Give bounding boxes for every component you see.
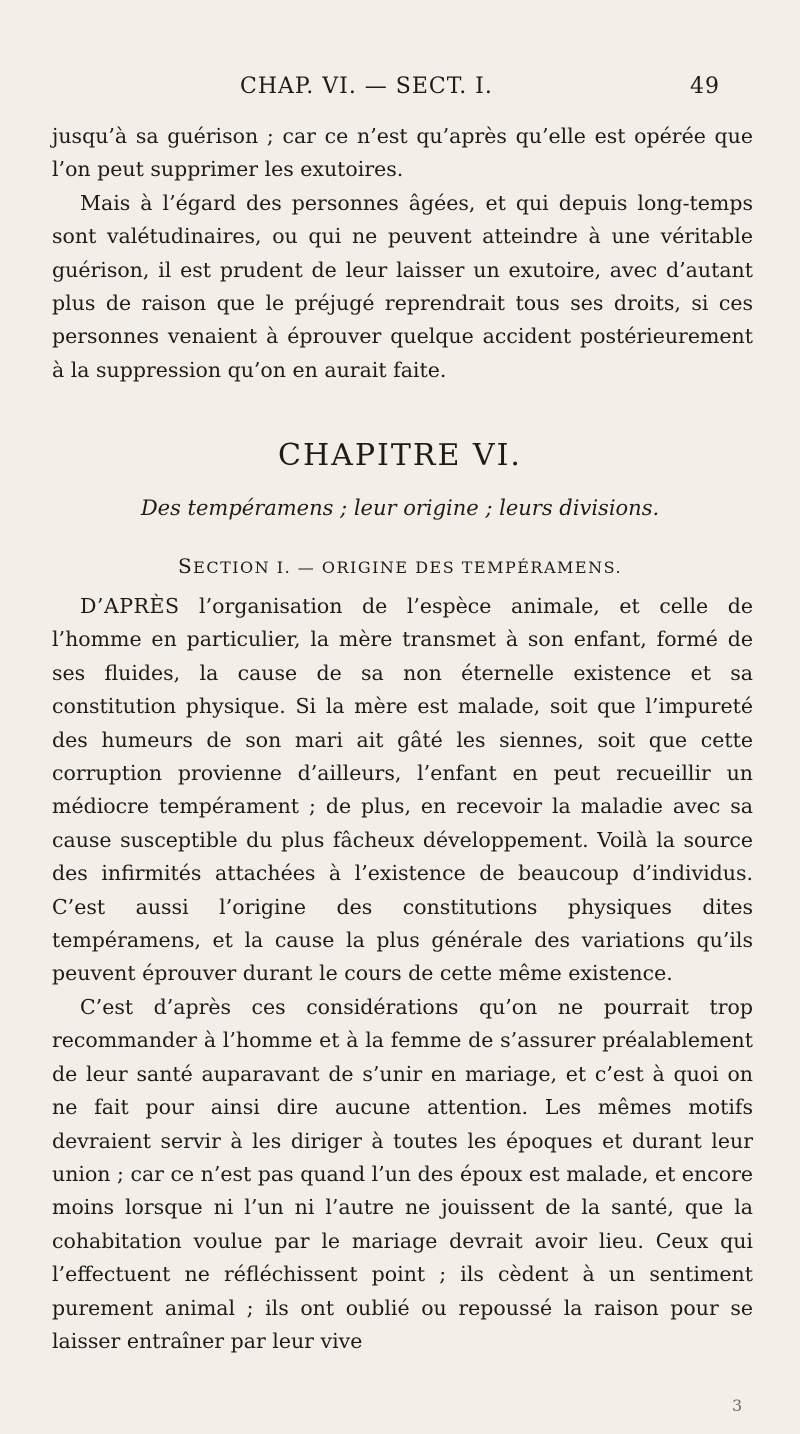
- running-head-text: CHAP. VI. — SECT. I.: [240, 74, 493, 99]
- lead-word: D’APRÈS: [80, 594, 180, 618]
- chapter-title: CHAPITRE VI.: [278, 438, 522, 473]
- continued-text: [52, 120, 753, 387]
- section-heading: [0, 554, 800, 578]
- paragraph-continuation: jusqu’à sa guérison ; car ce n’est qu’après qu’elle est opérée que l’on peut supprimer les exutoires.: [52, 124, 753, 182]
- chapter-subtitle: Des tempéramens ; leur origine ; leurs divisions.: [140, 496, 660, 520]
- section-heading-initial: S: [177, 554, 194, 578]
- paragraph-elderly: Mais à l’égard des personnes âgées, et qui depuis long-temps sont valétudinaires, ou qui ne peuvent atteindre à une véritable guérison, il est prudent de leur laisser un exutoire, avec d’autant plus de raison que le préjugé reprendrait tous ses droits, si ces personnes venaient à éprouver quelque accident postérieurement à la suppression qu’on en aurait faite.: [52, 190, 753, 382]
- main-text: [52, 590, 753, 1358]
- paragraph-origin: [52, 590, 753, 991]
- paragraph-origin-text: l’organisation de l’espèce animale, et celle de l’homme en particulier, la mère transmet à son enfant, formé de ses fluides, la cause de sa non éternelle existence et sa constitution physique. Si la mère est malade, soit que l’impureté des humeurs de son mari ait gâté les siennes, soit que cette corruption provienne d’ailleurs, l’enfant en peut recueillir un médiocre tempérament ; de plus, en recevoir la maladie avec sa cause susceptible du plus fâcheux développement. Voilà la source des infirmités attachées à l’existence de beaucoup d’individus. C’est aussi l’origine des constitutions physiques dites tempéramens, et la cause la plus générale des variations qu’ils peuvent éprouver durant le cours de cette même existence.: [52, 594, 753, 986]
- running-head: [240, 74, 720, 104]
- page-number: 49: [690, 74, 720, 99]
- signature-mark: 3: [732, 1396, 743, 1415]
- section-heading-rest: ECTION I. — ORIGINE DES TEMPÉRAMENS.: [193, 558, 623, 577]
- paragraph-marriage: C’est d’après ces considérations qu’on ne pourrait trop recommander à l’homme et à la femme de s’assurer préalablement de leur santé auparavant de s’unir en mariage, et c’est à quoi on ne fait pour ainsi dire aucune attention. Les mêmes motifs devraient servir à les diriger à toutes les époques et durant leur union ; car ce n’est pas quand l’un des époux est malade, et encore moins lorsque ni l’un ni l’autre ne jouissent de la santé, que la cohabitation voulue par le mariage devrait avoir lieu. Ceux qui l’effectuent ne réfléchissent point ; ils cèdent à un sentiment purement animal ; ils ont oublié ou repoussé la raison pour se laisser entraîner par leur vive: [52, 994, 753, 1353]
